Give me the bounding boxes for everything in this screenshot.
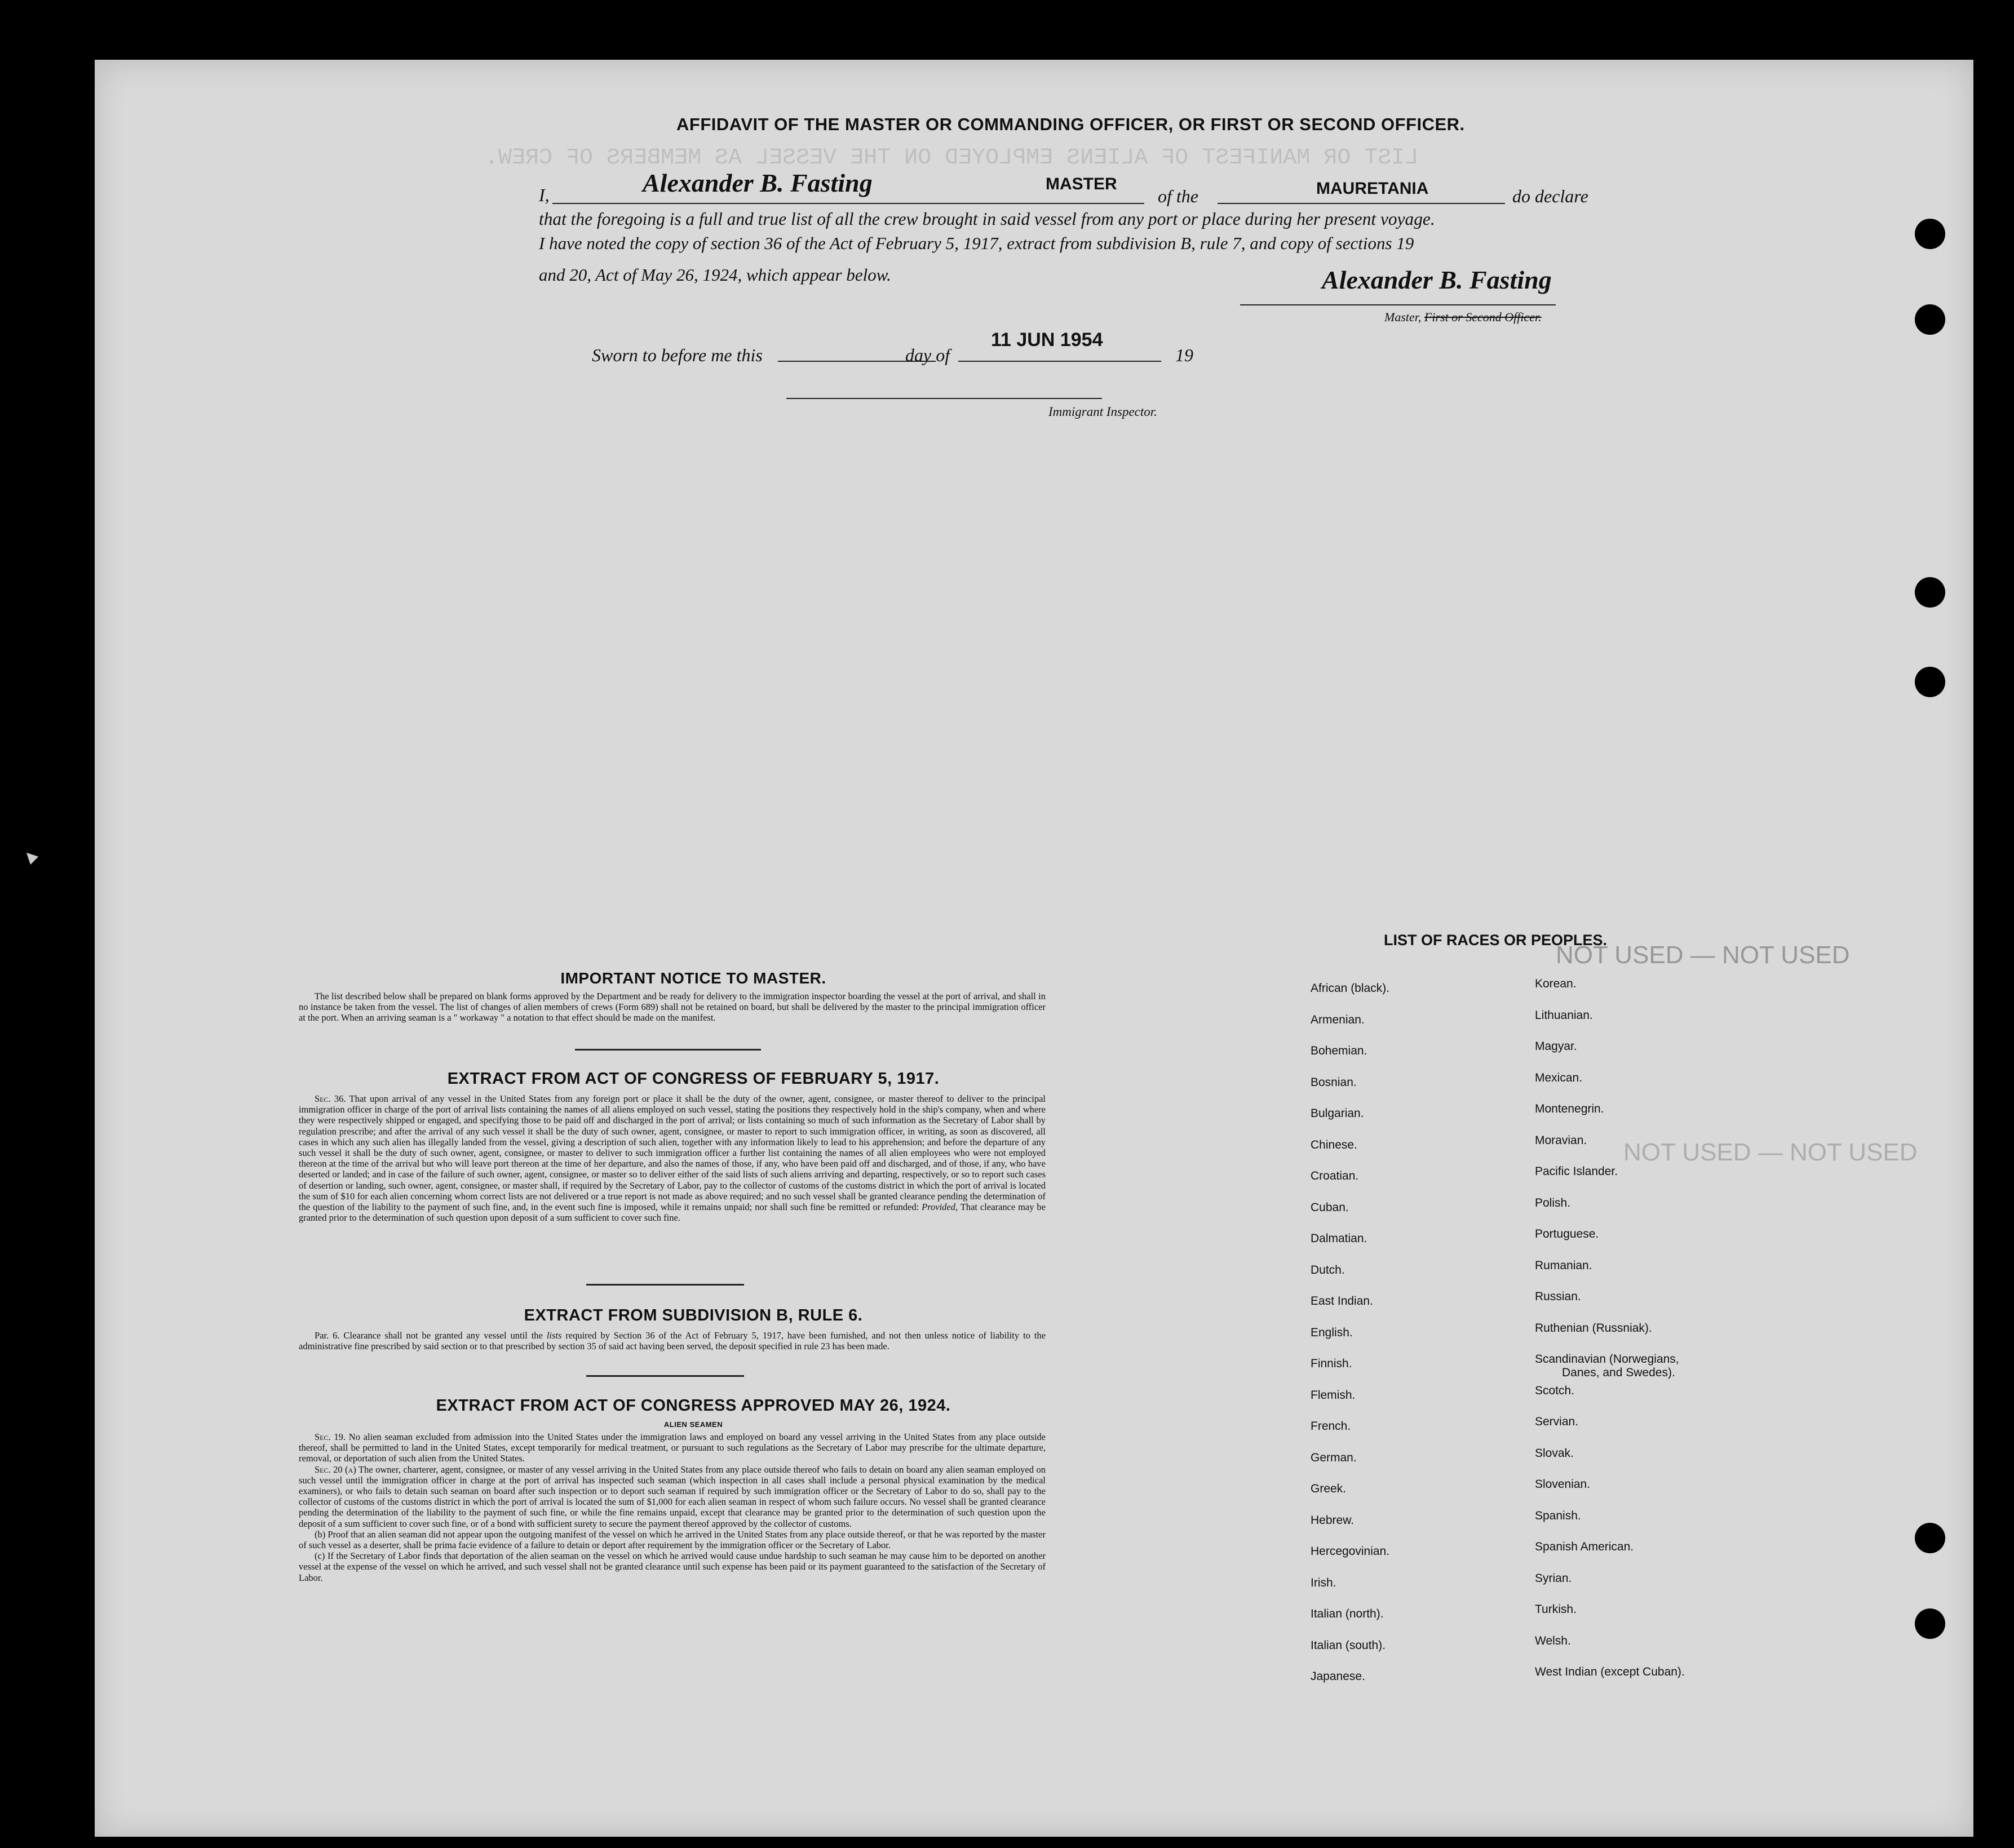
punch-hole <box>1915 577 1945 608</box>
rank-value: MASTER <box>1046 175 1117 193</box>
races-title: LIST OF RACES OR PEOPLES. <box>1384 932 1608 949</box>
race-item: Mexican. <box>1535 1071 1583 1084</box>
race-item: Polish. <box>1535 1196 1571 1209</box>
race-item: Magyar. <box>1535 1040 1577 1053</box>
race-item: Slovenian. <box>1535 1478 1591 1491</box>
race-item: Scandinavian (Norwegians, <box>1535 1353 1679 1366</box>
affidavit-title: AFFIDAVIT OF THE MASTER OR COMMANDING OFFICER, OR FIRST OR SECOND OFFICER. <box>676 114 1465 134</box>
day-of-label: day of <box>905 345 950 365</box>
race-item: Syrian. <box>1535 1571 1572 1585</box>
i-label: I, <box>539 185 550 205</box>
race-item: French. <box>1311 1420 1351 1433</box>
punch-hole <box>1915 1608 1945 1639</box>
race-item: Bohemian. <box>1311 1044 1367 1057</box>
officer-caption-master: Master, <box>1384 310 1422 324</box>
inspector-label: Immigrant Inspector. <box>1048 405 1157 419</box>
race-item: Armenian. <box>1311 1013 1365 1026</box>
race-item: Chinese. <box>1311 1138 1357 1151</box>
arrow-mark-icon <box>23 849 38 865</box>
alien-seamen-subtitle: ALIEN SEAMEN <box>663 1420 723 1429</box>
extract-1924-body: Sec. 19. No alien seaman excluded from admission into the United States under the immigration laws and employed on board any vessel arriving in the United States from any place outside thereof, shall be permitted to land in the United States, except temporarily for medical treatment, or pursuant to such regulations as the Secretary of Labor may prescribe for the ultimate departure, removal, or deportation of such alien from the United States. Sec. 20 (a) The owner, charterer, agent, consignee, or master of any vessel arriving in the United States from any place outside thereof who fails to detain on board any alien seaman employed on such vessel until the immigration officer in charge at the port of arrival has inspected such seaman (which inspection in all cases shall include a personal physical examination by the medical examiners), or who fails to detain such seaman on board after such inspection or to deport such seaman if required by such immigration officer or the Secretary of Labor to do so, shall pay to the collector of customs of the customs district in which the port of arrival is located the sum of $1,000 for each alien seaman in respect of whom such failure occurs. No vessel shall be granted clearance pending the determination of the liability to the payment of such fine, or while the fine remains unpaid, except that clearance may be granted prior to the determination of such question upon the deposit of a sum sufficient to cover such fine, or of a bond with sufficient surety to secure the payment thereof approved by the collector of customs. (b) Proof that an alien seaman did not appear upon the outgoing manifest of the vessel on which he arrived in the United States from any place outside thereof, or that he was reported by the master of such vessel as a deserter, shall be prima facie evidence of a failure to detain or deport after requirement by the immigration officer or the Secretary of Labor. (c) If the Secretary of Labor finds that deportation of the alien seaman on the vessel on which he arrived would cause undue hardship to such seaman he may cause him to be deported on another vessel at the expense of the vessel on which he arrived, and such vessel shall not be granted clearance until such expense has been paid or its payment guaranteed to the satisfaction of the Secretary of Labor. <box>299 1432 1046 1583</box>
notice-divider <box>575 1049 761 1051</box>
race-item: Hebrew. <box>1311 1513 1355 1527</box>
race-item: Croatian. <box>1311 1169 1359 1182</box>
punch-hole <box>1915 1523 1945 1553</box>
race-item: English. <box>1311 1326 1353 1339</box>
do-declare-label: do declare <box>1512 186 1588 206</box>
master-signature: Alexander B. Fasting <box>643 169 873 197</box>
race-item: Ruthenian (Russniak). <box>1535 1321 1652 1335</box>
race-item: Korean. <box>1535 977 1577 990</box>
race-item: Finnish. <box>1311 1357 1352 1370</box>
race-item: Portuguese. <box>1535 1227 1599 1240</box>
race-item: Lithuanian. <box>1535 1008 1593 1022</box>
race-item: Spanish. <box>1535 1509 1581 1522</box>
declaration-line: I have noted the copy of section 36 of the Act of February 5, 1917, extract from subdivision B, rule 7, and copy of sections 19 <box>539 233 1414 253</box>
race-item: Bulgarian. <box>1311 1107 1364 1120</box>
race-item: Bosnian. <box>1311 1075 1357 1089</box>
race-item: Slovak. <box>1535 1446 1574 1460</box>
race-item: Turkish. <box>1535 1603 1577 1616</box>
race-item: Scotch. <box>1535 1384 1575 1397</box>
subdivision-b-title: EXTRACT FROM SUBDIVISION B, RULE 6. <box>524 1306 863 1324</box>
race-item: Russian. <box>1535 1290 1581 1303</box>
showthrough-manifest-title: LIST OR MANIFEST OF ALIENS EMPLOYED ON THE VESSEL AS MEMBERS OF CREW. <box>485 145 1419 171</box>
declaration-line: and 20, Act of May 26, 1924, which appear below. <box>539 265 891 285</box>
officer-line <box>1240 304 1556 305</box>
race-item: Servian. <box>1535 1415 1579 1428</box>
notice-body: The list described below shall be prepared on blank forms approved by the Department and be ready for delivery to the immigration inspector boarding the vessel at the port of arrival, and shall in no instance be taken from the vessel. The list of changes of alien members of crews (Form 689) shall not be retained on board, but shall be delivered by the master to the principal immigration officer at the port. When an arriving seaman is a " workaway " a notation to that effect should be made on the manifest. <box>299 991 1046 1023</box>
extract-1924-title: EXTRACT FROM ACT OF CONGRESS APPROVED MAY 26, 1924. <box>436 1397 951 1415</box>
race-item: Montenegrin. <box>1535 1102 1604 1115</box>
inspector-line <box>786 398 1102 399</box>
vessel-line <box>1218 203 1505 204</box>
race-item: Irish. <box>1311 1576 1336 1589</box>
notice-title: IMPORTANT NOTICE TO MASTER. <box>560 969 826 987</box>
race-item: West Indian (except Cuban). <box>1535 1665 1685 1678</box>
divider <box>586 1284 744 1286</box>
of-the-label: of the <box>1158 186 1198 206</box>
officer-signature: Alexander B. Fasting <box>1322 265 1552 294</box>
race-item: Japanese. <box>1311 1670 1365 1683</box>
vessel-name: MAURETANIA <box>1316 179 1429 198</box>
name-line <box>552 203 1144 204</box>
divider <box>586 1375 744 1377</box>
race-item: Pacific Islander. <box>1535 1165 1618 1178</box>
race-item: Italian (north). <box>1311 1607 1384 1620</box>
race-item: German. <box>1311 1451 1357 1464</box>
race-item: Rumanian. <box>1535 1258 1592 1272</box>
race-item: Dalmatian. <box>1311 1232 1367 1245</box>
date-stamp: 11 JUN 1954 <box>991 329 1103 351</box>
sworn-text: Sworn to before me this <box>592 345 763 365</box>
punch-hole <box>1915 304 1945 335</box>
race-item: Moravian. <box>1535 1133 1587 1147</box>
showthrough-not-used: NOT USED — NOT USED <box>1623 1138 1918 1166</box>
race-item: African (black). <box>1311 982 1390 995</box>
extract-1917-body: Sec. 36. That upon arrival of any vessel in the United States from any foreign port or place it shall be the duty of the owner, agent, consignee, or master thereof to deliver to the principal immigration officer in charge of the port of arrival lists containing the names of all aliens employed on such vessel, stating the positions they respectively hold in the ship's company, when and where they were respectively shipped or engaged, and specifying those to be paid off and discharged in the port of arrival; or lists containing so much of such information as the Secretary of Labor shall by regulation prescribe; and after the arrival of any such vessel it shall be the duty of such owner, agent, consignee, or master to report to such immigration officer, in writing, as soon as discovered, all cases in which any such alien has illegally landed from the vessel, giving a description of such alien, together with any information likely to lead to his apprehension; and before the departure of any such vessel it shall be the duty of such owner, agent, consignee, or master to deliver to such immigration officer a further list containing the names of all alien employees who were not employed thereon at the time of the arrival but who will leave port thereon at the time of her departure, and also the names of those, if any, who have been paid off and discharged, and of those, if any, who have deserted or landed; and in case of the failure of such owner, agent, consignee, or master so to deliver either of the said lists of such aliens arriving and departing, respectively, or so to report such cases of desertion or landing, such owner, agent, consignee, or master shall, if required by the Secretary of Labor, pay to the collector of customs of the customs district in which the port of arrival is located the sum of $10 for each alien concerning whom correct lists are not delivered or a true report is not made as above required; and no such vessel shall be granted clearance pending the determination of the question of the liability to the payment of such fine, and, in the event such fine is imposed, while it remains unpaid; nor shall such fine be remitted or refunded: Provided, That clearance may be granted prior to the determination of such question upon deposit of a sum sufficient to cover such fine. <box>299 1093 1046 1224</box>
race-item: Greek. <box>1311 1482 1347 1495</box>
race-item: Welsh. <box>1535 1634 1571 1647</box>
race-item: Hercegovinian. <box>1311 1545 1390 1558</box>
race-item: Italian (south). <box>1311 1638 1386 1652</box>
officer-caption <box>1384 310 1542 325</box>
race-item: Dutch. <box>1311 1263 1345 1277</box>
race-item: Spanish American. <box>1535 1540 1634 1553</box>
race-item: Cuban. <box>1311 1200 1349 1214</box>
race-item-continued: Danes, and Swedes). <box>1562 1366 1675 1379</box>
race-item: Flemish. <box>1311 1388 1356 1402</box>
subdivision-b-body: Par. 6. Clearance shall not be granted any vessel until the lists required by Section 36 of the Act of February 5, 1917, have been furnished, and not then unless notice of liability to the administrative fine prescribed by said section or to that prescribed by section 35 of said act having been served, the deposit specified in rule 23 has been made. <box>299 1330 1046 1352</box>
year-label: 19 <box>1175 345 1193 365</box>
extract-1917-title: EXTRACT FROM ACT OF CONGRESS OF FEBRUARY 5, 1917. <box>447 1070 940 1088</box>
punch-hole <box>1915 667 1945 697</box>
showthrough-not-used: NOT USED — NOT USED <box>1556 941 1850 969</box>
sworn-month-line <box>958 361 1161 362</box>
race-item: East Indian. <box>1311 1295 1373 1308</box>
punch-hole <box>1915 219 1945 249</box>
declaration-line: that the foregoing is a full and true list of all the crew brought in said vessel from any port or place during her present voyage. <box>539 209 1435 229</box>
officer-caption-struck: First or Second Officer. <box>1424 310 1542 324</box>
